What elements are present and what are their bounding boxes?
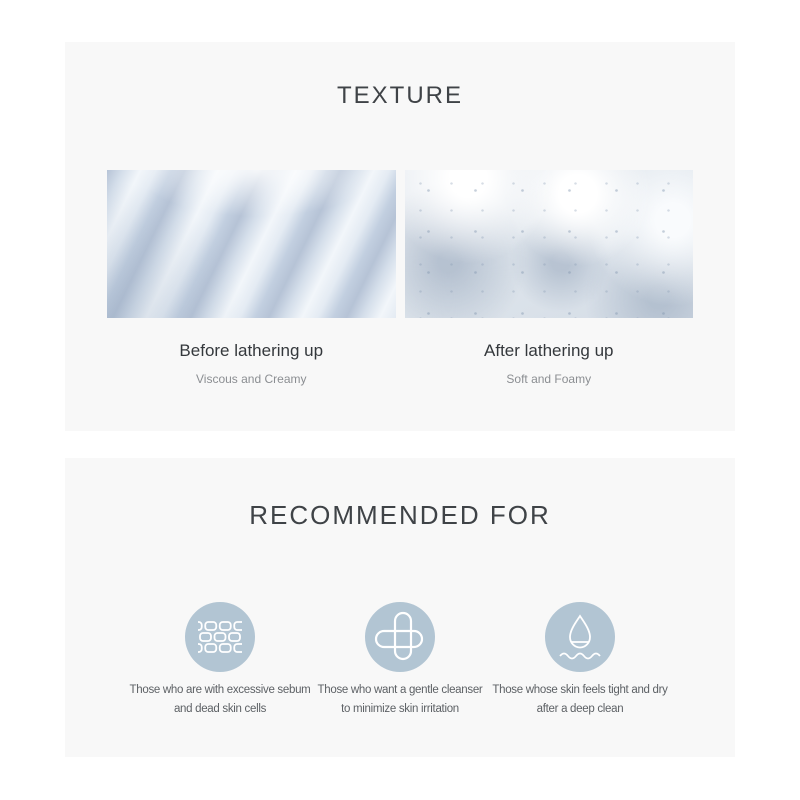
texture-after-column [405, 170, 694, 387]
recommended-section-title: RECOMMENDED FOR [249, 500, 551, 530]
texture-comparison-row [65, 170, 735, 387]
texture-after-subtitle: Soft and Foamy [506, 372, 592, 386]
bandage-cross-icon [365, 602, 435, 672]
text-line: after a deep clean [536, 703, 624, 715]
text-line: Those whose skin feels tight and dry [492, 684, 668, 696]
text-line: and dead skin cells [173, 703, 267, 715]
recommended-item-dry-text [470, 681, 690, 719]
texture-section-title: TEXTURE [336, 82, 463, 109]
texture-section [65, 42, 735, 431]
recommended-item-dry [470, 602, 690, 719]
text-line: Those who want a gentle cleanser [317, 684, 483, 696]
texture-before-subtitle: Viscous and Creamy [196, 372, 307, 386]
foam-texture-image [405, 170, 694, 318]
texture-before-title: Before lathering up [179, 341, 324, 360]
text-line: to minimize skin irritation [341, 703, 459, 715]
texture-after-title: After lathering up [484, 341, 614, 360]
texture-before-column [107, 170, 396, 387]
skin-cells-icon [185, 602, 255, 672]
cream-texture-image [107, 170, 396, 318]
water-drop-wave-icon [545, 602, 615, 672]
text-line: Those who are with excessive sebum [129, 684, 311, 696]
recommended-section [65, 458, 735, 757]
